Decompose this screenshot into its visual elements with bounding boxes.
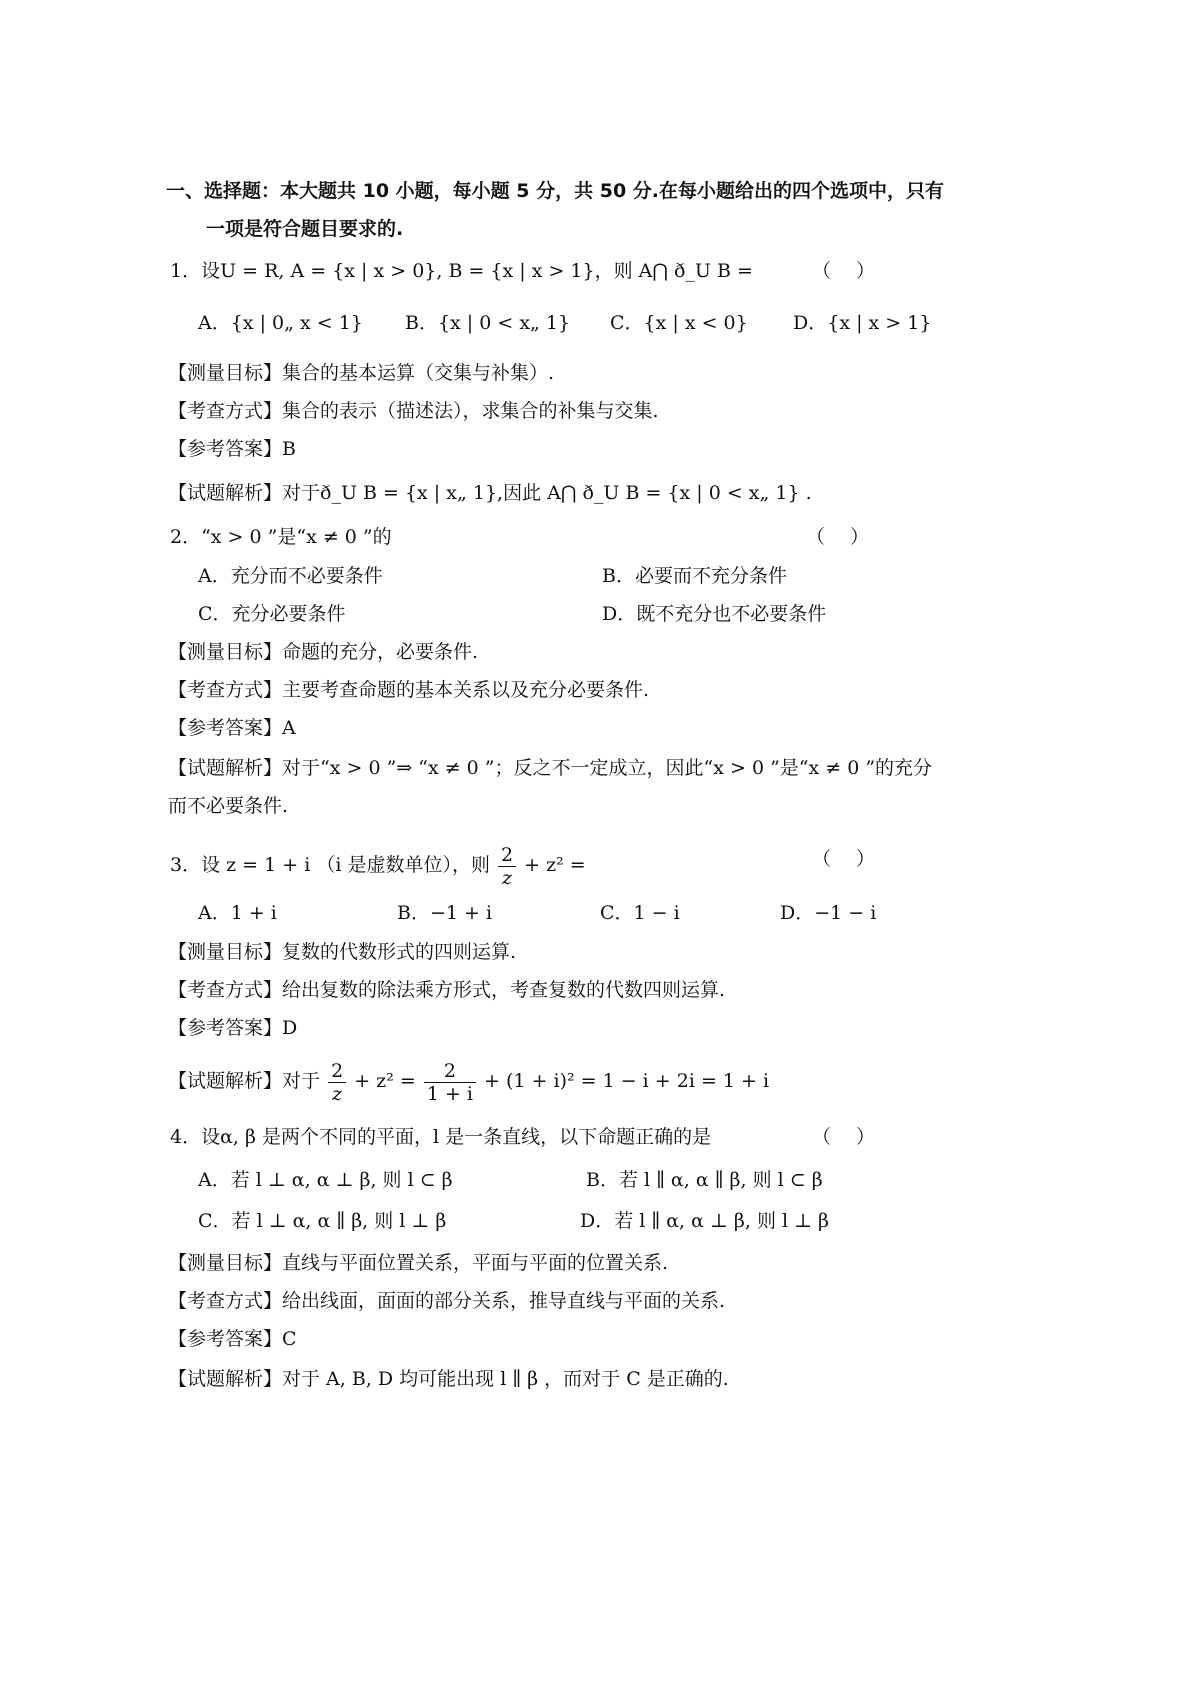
- target-label: 【测量目标】: [168, 362, 283, 384]
- q4-target-text: 直线与平面位置关系，平面与平面的位置关系.: [282, 1252, 669, 1274]
- q2-method: [168, 677, 649, 703]
- q3-analysis-frac2-num: 2: [424, 1060, 476, 1083]
- q3-analysis-frac1-num: 2: [328, 1060, 346, 1083]
- q2-target: [168, 639, 478, 665]
- q3-method: [168, 977, 725, 1003]
- q3-method-text: 给出复数的除法乘方形式，考查复数的代数四则运算.: [282, 979, 726, 1001]
- q4-method-text: 给出线面，面面的部分关系，推导直线与平面的关系.: [282, 1290, 726, 1312]
- q3-analysis-frac2-den: 1 + i: [426, 1082, 473, 1105]
- q3-frac-num: 2: [498, 844, 516, 867]
- q2-answer: [168, 715, 296, 741]
- q4-option-d: D．若 l ∥ α, α ⊥ β, 则 l ⊥ β: [580, 1210, 830, 1232]
- q4-analysis-text: 对于 A, B, D 均可能出现 l ∥ β ，而对于 C 是正确的.: [282, 1368, 729, 1390]
- q4-stem: 4．设α, β 是两个不同的平面，l 是一条直线，以下命题正确的是: [170, 1126, 712, 1148]
- target-label: 【测量目标】: [168, 941, 283, 963]
- q4-answer-bracket: （ ）: [812, 1126, 876, 1148]
- q2-option-a: A．充分而不必要条件: [198, 565, 383, 587]
- q2-stem: 2．“x > 0 ”是“x ≠ 0 ”的: [170, 526, 392, 548]
- q3-option-a: A．1 + i: [198, 902, 277, 924]
- analysis-label: 【试题解析】: [168, 1368, 283, 1390]
- q3-stem-post: + z² =: [524, 854, 586, 876]
- q4-option-c: C．若 l ⊥ α, α ∥ β, 则 l ⊥ β: [198, 1210, 447, 1232]
- q3-stem: [170, 840, 586, 890]
- q1-answer-text: B: [282, 438, 296, 460]
- q2-analysis: [168, 755, 932, 781]
- method-label: 【考查方式】: [168, 400, 283, 422]
- q1-option-a: A．{x | 0„ x < 1}: [198, 312, 363, 334]
- q3-analysis: [168, 1056, 769, 1106]
- method-label: 【考查方式】: [168, 679, 283, 701]
- q1-option-b: B．{x | 0 < x„ 1}: [405, 312, 571, 334]
- section-heading-line1: 一、选择题：本大题共 10 小题，每小题 5 分，共 50 分.在每小题给出的四个选项中，只有: [166, 180, 945, 202]
- q1-option-d: D．{x | x > 1}: [793, 312, 932, 334]
- q3-target-text: 复数的代数形式的四则运算.: [282, 941, 517, 963]
- q1-analysis-text: 对于ð_U B = {x | x„ 1},因此 A⋂ ð_U B = {x | 0 < x„ 1} .: [282, 482, 812, 504]
- q3-analysis-mid: + z² =: [354, 1070, 416, 1092]
- q3-target: [168, 939, 516, 965]
- q3-frac-den: z: [502, 866, 513, 889]
- q4-method: [168, 1288, 725, 1314]
- q1-option-c: C．{x | x < 0}: [610, 312, 748, 334]
- analysis-label: 【试题解析】: [168, 757, 283, 779]
- answer-label: 【参考答案】: [168, 1017, 283, 1039]
- q3-option-c: C．1 − i: [600, 902, 680, 924]
- q4-option-a: A．若 l ⊥ α, α ⊥ β, 则 l ⊂ β: [198, 1169, 453, 1191]
- q2-analysis-text-1: 对于“x > 0 ”⇒ “x ≠ 0 ”；反之不一定成立，因此“x > 0 ”是“x ≠ 0 ”的充分: [282, 757, 933, 779]
- q3-stem-pre: 3．设 z = 1 + i （i 是虚数单位），则: [170, 854, 490, 876]
- q2-method-text: 主要考查命题的基本关系以及充分必要条件.: [282, 679, 650, 701]
- method-label: 【考查方式】: [168, 1290, 283, 1312]
- target-label: 【测量目标】: [168, 1252, 283, 1274]
- q3-analysis-fraction-1: [328, 1060, 346, 1105]
- q2-option-d: D．既不充分也不必要条件: [602, 603, 827, 625]
- answer-label: 【参考答案】: [168, 717, 283, 739]
- q4-answer: [168, 1326, 297, 1352]
- answer-label: 【参考答案】: [168, 438, 283, 460]
- q2-analysis-cont: 而不必要条件.: [168, 795, 289, 817]
- analysis-label: 【试题解析】: [168, 482, 283, 504]
- q3-analysis-pre: 对于: [282, 1070, 321, 1092]
- q3-option-b: B．−1 + i: [397, 902, 493, 924]
- q2-answer-text: A: [282, 717, 296, 739]
- q4-analysis: [168, 1366, 729, 1392]
- q3-fraction: [498, 844, 516, 889]
- q3-option-d: D．−1 − i: [780, 902, 877, 924]
- target-label: 【测量目标】: [168, 641, 283, 663]
- q3-analysis-frac1-den: z: [332, 1082, 343, 1105]
- q2-answer-bracket: （ ）: [806, 526, 870, 548]
- q1-target: [168, 360, 554, 386]
- q1-answer-bracket: （ ）: [812, 260, 876, 282]
- q1-stem: 1．设U = R, A = {x | x > 0}, B = {x | x > 1}，则 A⋂ ð_U B =: [170, 260, 753, 282]
- q3-answer: [168, 1015, 297, 1041]
- q3-analysis-fraction-2: [424, 1060, 476, 1105]
- q1-method-text: 集合的表示（描述法），求集合的补集与交集.: [282, 400, 659, 422]
- q2-option-b: B．必要而不充分条件: [602, 565, 787, 587]
- q3-answer-bracket: （ ）: [812, 848, 876, 870]
- q4-target: [168, 1250, 668, 1276]
- method-label: 【考查方式】: [168, 979, 283, 1001]
- q3-answer-text: D: [282, 1017, 298, 1039]
- answer-label: 【参考答案】: [168, 1328, 283, 1350]
- q4-option-b: B．若 l ∥ α, α ∥ β, 则 l ⊂ β: [586, 1169, 823, 1191]
- q2-option-c: C．充分必要条件: [198, 603, 346, 625]
- q4-answer-text: C: [282, 1328, 297, 1350]
- analysis-label: 【试题解析】: [168, 1070, 283, 1092]
- section-heading-line2: 一项是符合题目要求的.: [206, 218, 404, 240]
- q2-target-text: 命题的充分，必要条件.: [282, 641, 479, 663]
- q1-target-text: 集合的基本运算（交集与补集）.: [282, 362, 555, 384]
- q1-method: [168, 398, 659, 424]
- q3-analysis-post: + (1 + i)² = 1 − i + 2i = 1 + i: [484, 1070, 770, 1092]
- q1-answer: [168, 436, 296, 462]
- q1-analysis: [168, 480, 812, 506]
